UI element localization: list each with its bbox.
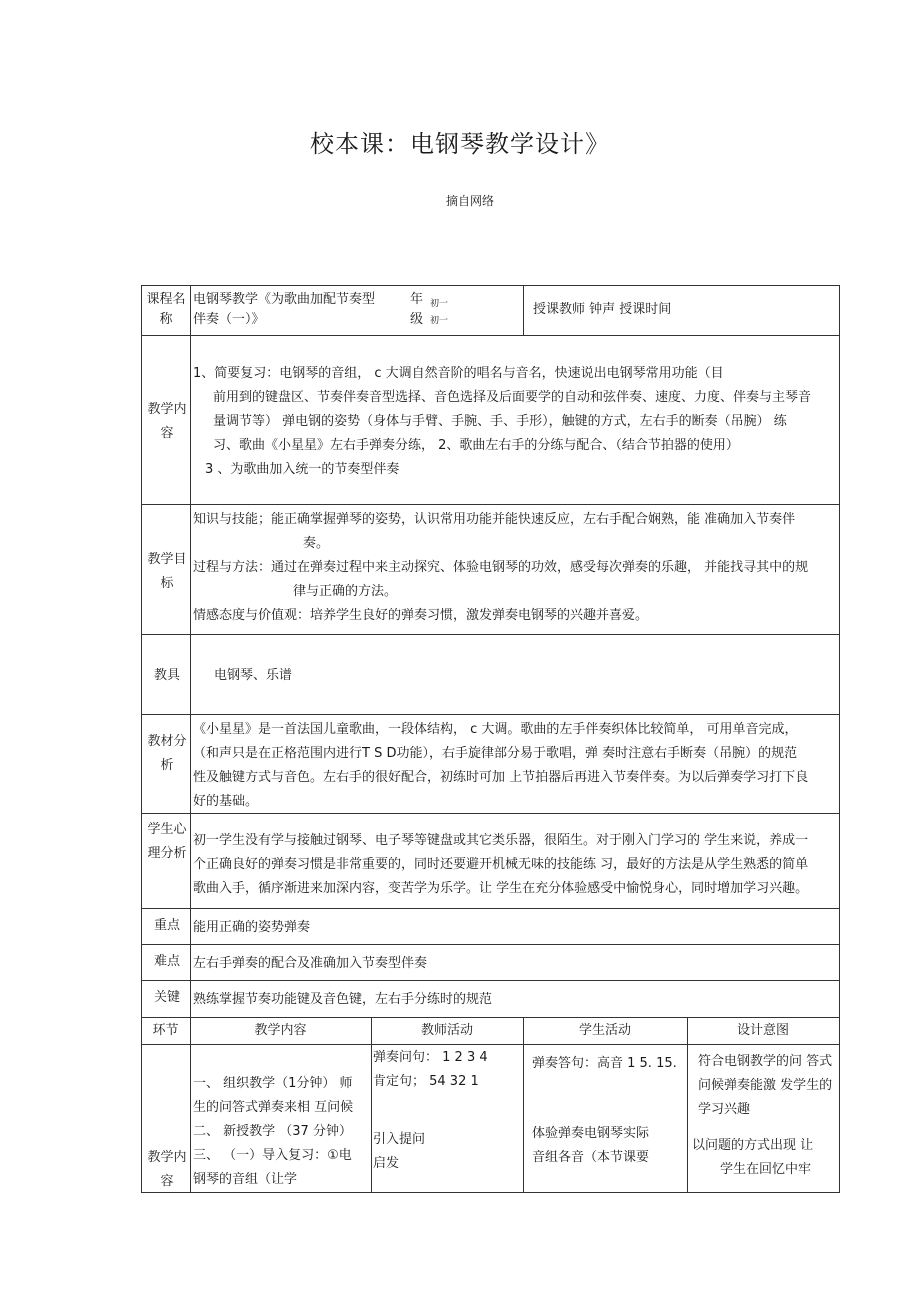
process-header-student: 学生活动 — [578, 1023, 631, 1038]
process-content-text: 一、 组织教学（1分钟） 师 生的问答式弹奏来相 互问候 二、 新授教学 （37 分钟） 三、 （一）导入复习：①电 钢琴的音组（让学 — [193, 1076, 354, 1187]
course-name-label: 课程名称 — [146, 292, 186, 327]
teacher-info: 授课教师 钟声 授课时间 — [533, 302, 672, 317]
process-intent-text: 符合电钢教学的问 答式 问候弹奏能激 发学生的 学习兴趣 以问题的方式出现 让 学生在回忆中牢 — [692, 1054, 833, 1177]
material-analysis-text: 《小星星》是一首法国儿童歌曲，一段体结构， c 大调。歌曲的左手伴奏织体比较简单， 可用单音完成， （和声只是在正格范围内进行T S D功能），右手旋律部分易于歌唱，弹 奏时注意右手断奏（吊腕）的规范 性及触键方式与音色。左右手的很好配合，初练时可加 上节拍器后再进入节奏伴奏。为以后弹奏学习打下良 好的基础。 — [193, 722, 809, 809]
difficulty-label: 难点 — [153, 954, 180, 969]
key-label: 关键 — [153, 990, 180, 1005]
teaching-tools-text: 电钢琴、乐谱 — [214, 668, 293, 683]
teaching-tools-label: 教具 — [153, 668, 180, 683]
student-psych-label: 学生心理分析 — [147, 822, 187, 861]
process-header-intent: 设计意图 — [736, 1023, 789, 1038]
process-header-teacher: 教师活动 — [420, 1023, 473, 1038]
process-stage-label: 教学内容 — [147, 1150, 187, 1189]
teaching-goals-label: 教学目标 — [147, 552, 187, 591]
student-psych-text: 初一学生没有学与接触过钢琴、电子琴等键盘或其它类乐器，很陌生。对于刚入门学习的 学生来说，养成一 个正确良好的弹奏习惯是非常重要的，同时还要避开机械无味的技能练 习，最好的方法是从学生熟悉的简单 歌曲入手，循序渐进来加深内容，变苦学为乐学。让 学生在充分体验感受中愉悦身心，同时增加学习兴趣。 — [193, 833, 809, 896]
document-source: 摘自网络 — [445, 194, 494, 208]
process-header-content: 教学内容 — [254, 1023, 307, 1038]
course-name-value: 电钢琴教学《为歌曲加配节奏型伴奏（一）》 — [193, 292, 376, 327]
teaching-goals-text: 知识与技能；能正确掌握弹琴的姿势，认识常用功能并能快速反应，左右手配合娴熟，能 准确加入节奏伴 奏。 过程与方法：通过在弹奏过程中来主动探究、体验电钢琴的功效，感受每次弹奏的乐趣， 并能找寻其中的规 律与正确的方法。 情感态度与价值观：培养学生良好的弹奏习惯，激发弹奏电钢琴的兴趣并喜爱。 — [193, 512, 809, 623]
document-title: 校本课：电钢琴教学设计》 — [310, 130, 610, 158]
focus-text: 能用正确的姿势弹奏 — [193, 920, 311, 935]
key-text: 熟练掌握节奏功能键及音色键，左右手分练时的规范 — [193, 992, 493, 1007]
teaching-content-text: 1、简要复习：电钢琴的音组， c 大调自然音阶的唱名与音名，快速说出电钢琴常用功能（目 前用到的键盘区、节奏伴奏音型选择、音色选择及后面要学的自动和弦伴奏、速度、力度、伴奏与主琴音 量调节等） 弹电钢的姿势（身体与手臂、手腕、手、手形），触键的方式，左右手的断奏（吊腕） 练 习、歌曲《小星星》左右手弹奏分练， 2、歌曲左右手的分练与配合、（结合节拍器的使用） 3 、为歌曲加入统一的节奏型伴奏 — [193, 366, 812, 477]
focus-label: 重点 — [153, 918, 180, 933]
process-teacher-text: 弹奏问句： 1 2 3 4 肯定句； 54 32 1 引入提问 启发 — [373, 1050, 488, 1171]
process-header-stage: 环节 — [152, 1023, 179, 1038]
teaching-content-label: 教学内容 — [147, 402, 187, 441]
difficulty-text: 左右手弹奏的配合及准确加入节奏型伴奏 — [193, 956, 428, 971]
grade-label: 年级 — [410, 292, 424, 327]
material-analysis-label: 教材分析 — [147, 734, 187, 773]
process-student-text: 弹奏答句：高音 1 5. 15. 体验弹奏电钢琴实际 音组各音（本节课要 — [532, 1056, 677, 1165]
grade-value: 初一 初一 — [430, 299, 449, 326]
